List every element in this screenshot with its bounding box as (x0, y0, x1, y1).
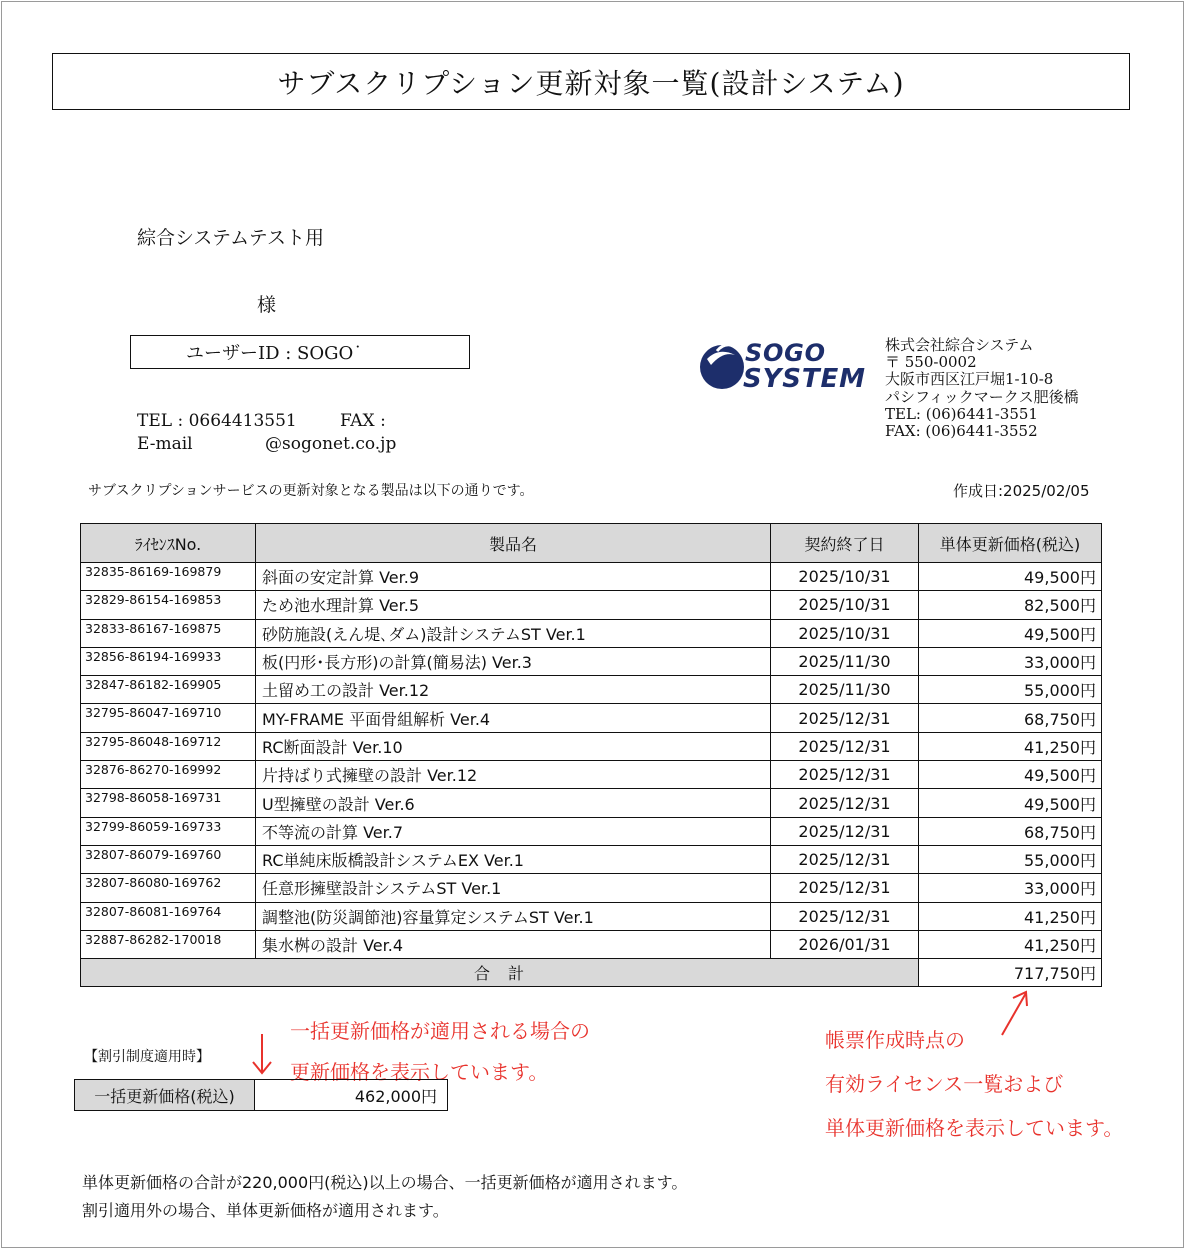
end-date-cell: 2025/12/31 (771, 902, 919, 930)
created-date: 作成日:2025/02/05 (953, 482, 1090, 500)
product-name-cell: 調整池(防災調節池)容量算定システムST Ver.1 (256, 902, 771, 930)
bulk-price-value: 462,000円 (255, 1079, 448, 1111)
annotation-list-note (825, 1018, 1123, 1150)
unit-price-cell: 68,750円 (919, 704, 1102, 732)
end-date-cell: 2025/12/31 (771, 789, 919, 817)
table-row (81, 704, 1102, 732)
end-date-cell: 2025/12/31 (771, 704, 919, 732)
end-date-cell: 2025/10/31 (771, 591, 919, 619)
end-date-cell: 2025/12/31 (771, 732, 919, 760)
document-title: サブスクリプション更新対象一覧(設計システム) (52, 53, 1130, 110)
annotation-line: 有効ライセンス一覧および (825, 1072, 1064, 1096)
table-row (81, 676, 1102, 704)
unit-price-cell: 55,000円 (919, 845, 1102, 873)
table-row (81, 789, 1102, 817)
unit-price-cell: 33,000円 (919, 874, 1102, 902)
annotation-line: 帳票作成時点の (825, 1028, 965, 1052)
footer-note: 単体更新価格の合計が220,000円(税込)以上の場合、一括更新価格が適用されます。 (82, 1173, 688, 1192)
sogo-system-logo (697, 337, 867, 391)
end-date-cell: 2025/12/31 (771, 845, 919, 873)
table-row (81, 563, 1102, 591)
email-label: E-mail (137, 434, 193, 454)
table-row (81, 845, 1102, 873)
header-end-date: 契約終了日 (771, 524, 919, 563)
end-date-cell: 2025/11/30 (771, 676, 919, 704)
product-name-cell: 任意形擁壁設計システムST Ver.1 (256, 874, 771, 902)
product-name-cell: MY-FRAME 平面骨組解析 Ver.4 (256, 704, 771, 732)
unit-price-cell: 41,250円 (919, 732, 1102, 760)
product-name-cell: ため池水理計算 Ver.5 (256, 591, 771, 619)
license-table (80, 523, 1102, 987)
product-name-cell: 斜面の安定計算 Ver.9 (256, 563, 771, 591)
license-no-cell: 32798-86058-169731 (81, 789, 256, 817)
issuer-line: TEL: (06)6441-3551 (885, 404, 1038, 423)
license-no-cell: 32807-86081-169764 (81, 902, 256, 930)
license-no-cell: 32847-86182-169905 (81, 676, 256, 704)
unit-price-cell: 55,000円 (919, 676, 1102, 704)
table-row (81, 619, 1102, 647)
license-no-cell: 32876-86270-169992 (81, 761, 256, 789)
unit-price-cell: 49,500円 (919, 789, 1102, 817)
table-row (81, 732, 1102, 760)
end-date-cell: 2025/10/31 (771, 563, 919, 591)
user-id-box (130, 335, 470, 369)
issuer-address (885, 337, 1079, 440)
footer-note: 割引適用外の場合、単体更新価格が適用されます。 (82, 1201, 449, 1220)
unit-price-cell: 41,250円 (919, 902, 1102, 930)
table-row (81, 930, 1102, 958)
customer-email (137, 434, 397, 454)
discount-label: 【割引制度適用時】 (84, 1049, 210, 1065)
product-name-cell: RC断面設計 Ver.10 (256, 732, 771, 760)
end-date-cell: 2025/12/31 (771, 761, 919, 789)
table-row (81, 817, 1102, 845)
unit-price-cell: 68,750円 (919, 817, 1102, 845)
customer-honorific: 様 (257, 294, 277, 316)
end-date-cell: 2026/01/31 (771, 930, 919, 958)
email-value: @sogonet.co.jp (265, 434, 397, 454)
end-date-cell: 2025/11/30 (771, 647, 919, 675)
product-name-cell: 砂防施設(えん堤､ダム)設計システムST Ver.1 (256, 619, 771, 647)
product-name-cell: RC単純床版橋設計システムEX Ver.1 (256, 845, 771, 873)
license-no-cell: 32833-86167-169875 (81, 619, 256, 647)
customer-company: 綜合システムテスト用 (137, 227, 324, 249)
total-label: 合 計 (81, 959, 919, 987)
product-name-cell: 片持ばり式擁壁の設計 Ver.12 (256, 761, 771, 789)
table-header-row (81, 524, 1102, 563)
unit-price-cell: 33,000円 (919, 647, 1102, 675)
product-name-cell: 不等流の計算 Ver.7 (256, 817, 771, 845)
arrow-down-icon (250, 1032, 274, 1076)
end-date-cell: 2025/10/31 (771, 619, 919, 647)
license-no-cell: 32829-86154-169853 (81, 591, 256, 619)
bulk-price-label: 一括更新価格(税込) (74, 1079, 255, 1111)
user-id-label: ユーザーID : SOGO˙ (186, 343, 363, 364)
table-row (81, 761, 1102, 789)
license-no-cell: 32795-86047-169710 (81, 704, 256, 732)
unit-price-cell: 41,250円 (919, 930, 1102, 958)
table-row (81, 591, 1102, 619)
license-no-cell: 32807-86080-169762 (81, 874, 256, 902)
product-name-cell: 板(円形･長方形)の計算(簡易法) Ver.3 (256, 647, 771, 675)
header-unit-price: 単体更新価格(税込) (919, 524, 1102, 563)
bulk-price-box (74, 1079, 448, 1111)
license-no-cell: 32856-86194-169933 (81, 647, 256, 675)
annotation-line: 更新価格を表示しています。 (290, 1060, 549, 1084)
end-date-cell: 2025/12/31 (771, 874, 919, 902)
product-name-cell: 土留め工の設計 Ver.12 (256, 676, 771, 704)
product-name-cell: U型擁壁の設計 Ver.6 (256, 789, 771, 817)
annotation-line: 一括更新価格が適用される場合の (290, 1019, 590, 1043)
unit-price-cell: 49,500円 (919, 761, 1102, 789)
table-row (81, 647, 1102, 675)
logo-line2: SYSTEM (743, 364, 865, 391)
end-date-cell: 2025/12/31 (771, 817, 919, 845)
logo-line1: SOGO (745, 339, 825, 367)
license-no-cell: 32887-86282-170018 (81, 930, 256, 958)
unit-price-cell: 82,500円 (919, 591, 1102, 619)
table-row (81, 874, 1102, 902)
intro-text: サブスクリプションサービスの更新対象となる製品は以下の通りです。 (88, 483, 534, 499)
issuer-line: 大阪市西区江戸堀1-10-8 (885, 370, 1054, 389)
table-row (81, 902, 1102, 930)
unit-price-cell: 49,500円 (919, 563, 1102, 591)
product-name-cell: 集水桝の設計 Ver.4 (256, 930, 771, 958)
customer-tel-fax: TEL : 0664413551 FAX : (137, 411, 386, 431)
header-product-name: 製品名 (256, 524, 771, 563)
license-no-cell: 32807-86079-169760 (81, 845, 256, 873)
license-no-cell: 32835-86169-169879 (81, 563, 256, 591)
issuer-line: 〒 550-0002 (885, 353, 977, 372)
license-no-cell: 32799-86059-169733 (81, 817, 256, 845)
unit-price-cell: 49,500円 (919, 619, 1102, 647)
total-value: 717,750円 (919, 959, 1102, 987)
issuer-line: 株式会社綜合システム (885, 336, 1034, 354)
license-no-cell: 32795-86048-169712 (81, 732, 256, 760)
total-row (81, 959, 1102, 987)
header-license-no: ﾗｲｾﾝｽNo. (81, 524, 256, 563)
issuer-line: FAX: (06)6441-3552 (885, 422, 1038, 441)
annotation-line: 単体更新価格を表示しています。 (825, 1116, 1124, 1140)
issuer-line: パシフィックマークス肥後橋 (885, 387, 1079, 406)
arrow-up-icon (996, 990, 1032, 1038)
